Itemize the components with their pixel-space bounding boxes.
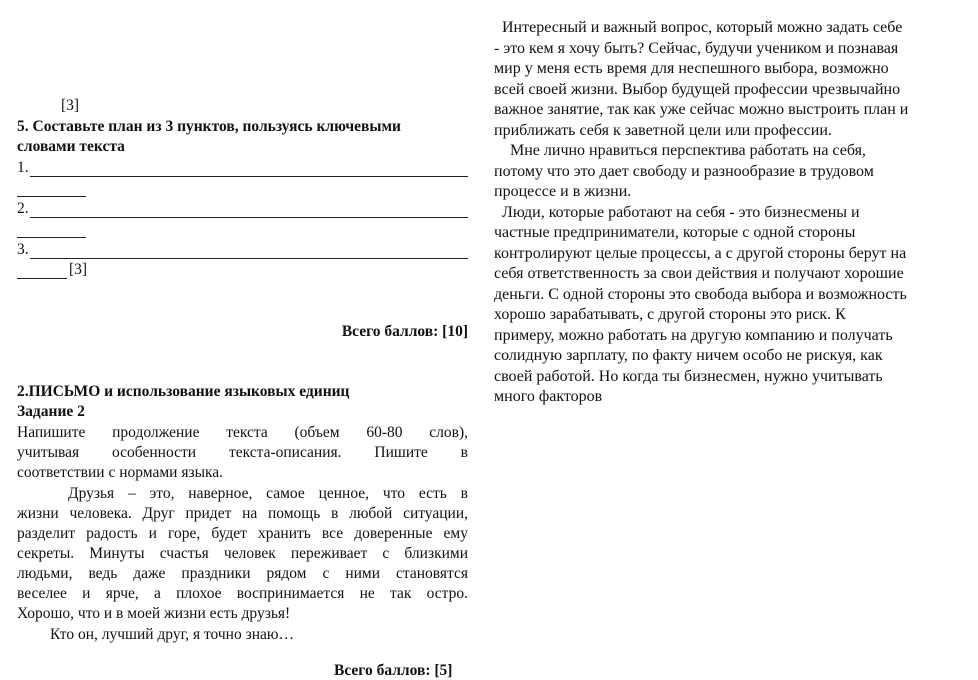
essay-line: приближать себя к заветной цели или профессии. [494,121,832,139]
plan-item-3-number: 3. [17,241,29,258]
task-label: Задание 2 [17,403,85,420]
essay-line: частные предприниматели, которые с одной стороны [494,224,856,241]
essay-line: деньги. С одной стороны это свобода выбора и возможность [494,285,907,303]
essay-line: хорошо зарабатывать, с другой стороны это риск. К [494,306,846,323]
plan-item-2-number: 2. [17,200,29,217]
previous-score: [3] [61,97,80,114]
essay-line: примеру, можно работать на другую компанию и получать [494,326,893,344]
essay-line: процессе и в жизни. [494,183,632,200]
instruction-line: соответствии с нормами языка. [17,464,224,481]
worksheet-left-column [17,0,468,673]
prompt-line: секреты. Минуты счастья человек переживает с близкими [17,545,468,562]
essay-text [494,18,978,412]
essay-line: важное занятие, так как уже сейчас можно выстроить план и [494,101,909,118]
task5-total: Всего баллов: [10] [341,323,468,340]
essay-line: себя ответственность за свои действия и получают хорошие [494,265,904,282]
task5-title-line1: 5. Составьте план из 3 пунктов, пользуясь ключевыми [17,118,401,135]
prompt-last-line: Кто он, лучший друг, я точно знаю… [50,626,294,643]
plan-item-2-line[interactable] [30,202,468,218]
essay-line: - это кем я хочу быть? Сейчас, будучи учеником и познавая [494,39,899,57]
section2-total-cut: Всего баллов: [5] [334,662,453,679]
essay-line: потому что это дает свободу и разнообразие в трудовом [494,162,874,180]
prompt-line: жизни человека. Друг придет на помощь в любой ситуации, [17,505,468,522]
plan-item-1-number: 1. [17,159,29,176]
plan-item-3-line-cont[interactable] [17,263,67,279]
essay-line: солидную зарплату, по факту ничем особо не рискуя, как [494,347,883,364]
prompt-line: Хорошо, что и в моей жизни есть друзья! [17,605,291,622]
essay-line: контролируют целые процессы, а с другой стороны берут на [494,244,907,262]
plan-item-1-line-cont[interactable] [17,181,86,197]
prompt-line: людьми, ведь даже праздники рядом с ними становятся [17,565,468,582]
task5-title-line2: словами текста [17,138,125,155]
prompt-line: разделит радость и горе, будет хранить все доверенные ему [17,525,468,542]
plan-item-3-line[interactable] [30,243,468,259]
instruction-line: Напишите продолжение текста (объем 60-80 слов), [17,424,468,441]
plan-item-2-line-cont[interactable] [17,222,86,238]
essay-line: всей своей жизни. Выбор будущей профессии чрезвычайно [494,80,901,98]
prompt-line: Друзья – это, наверное, самое ценное, что есть в [68,485,468,502]
instruction-line: учитывая особенности текста-описания. Пишите в [17,444,468,461]
task5-score: [3] [69,261,88,278]
essay-line: Мне лично нравиться перспектива работать на себя, [494,142,866,159]
essay-line: Люди, которые работают на себя - это бизнесмены и [494,203,860,221]
section-heading: 2.ПИСЬМО и использование языковых единиц [17,383,350,400]
essay-line: много факторов [494,388,603,405]
plan-item-1-line[interactable] [30,161,468,177]
essay-line: Интересный и важный вопрос, который можно задать себе [494,19,903,36]
essay-line: мир у меня есть время для неспешного выбора, возможно [494,60,889,77]
essay-line: своей работой. Но когда ты бизнесмен, нужно учитывать [494,367,883,385]
prompt-line: веселее и ярче, а плохое воспринимается не так остро. [17,585,468,602]
